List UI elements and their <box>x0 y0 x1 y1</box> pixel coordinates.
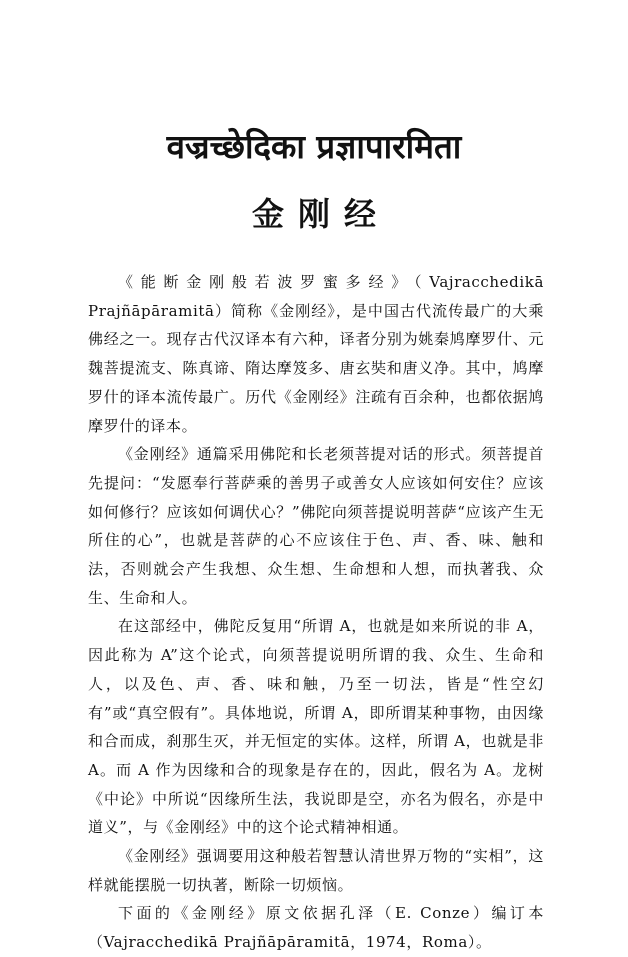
chinese-title: 金刚经 <box>251 195 390 233</box>
paragraph-argument: 在这部经中，佛陀反复用“所谓 A，也就是如来所说的非 A，因此称为 A”这个论式，向须菩提说明所谓的我、众生、生命和人，以及色、声、香、味和触，乃至一切法，皆是“性空幻有”或“真空假有”。具体地说，所谓 A，即所谓某种事物，由因缘和合而成，刹那生灭，并无恒定的实体。这样，所谓 A，也就是非 A。而 A 作为因缘和合的现象是存在的，因此，假名为 A。龙树《中论》中所说“因缘所生法，我说即是空，亦名为假名，亦是中道义”，与《金刚经》中的这个论式精神相通。 <box>88 617 544 837</box>
body-text <box>88 268 544 957</box>
sanskrit-title: वज्रच्छेदिका प्रज्ञापारमिता <box>166 127 462 166</box>
paragraph-wisdom: 《金刚经》强调要用这种般若智慧认清世界万物的“实相”，这样就能摆脱一切执著，断除一切烦恼。 <box>88 847 544 894</box>
paragraph-intro: 《能断金刚般若波罗蜜多经》（Vajracchedikā Prajñāpāramitā）简称《金刚经》，是中国古代流传最广的大乘佛经之一。现存古代汉译本有六种，译者分别为姚秦鸠摩罗什、元魏菩提流支、陈真谛、隋达摩笈多、唐玄奘和唐义净。其中，鸠摩罗什的译本流传最广。历代《金刚经》注疏有百余种，也都依据鸠摩罗什的译本。 <box>88 273 544 435</box>
paragraph-source: 下面的《金刚经》原文依据孔泽（E. Conze）编订本（Vajracchedikā Prajñāpāramitā，1974，Roma）。 <box>88 904 544 952</box>
paragraph-dialogue: 《金刚经》通篇采用佛陀和长老须菩提对话的形式。须菩提首先提问：“发愿奉行菩萨乘的善男子或善女人应该如何安住？应该如何修行？应该如何调伏心？”佛陀向须菩提说明菩萨“应该产生无所住的心”，也就是菩萨的心不应该住于色、声、香、味、触和法，否则就会产生我想、众生想、生命想和人想，而执著我、众生、生命和人。 <box>88 445 544 607</box>
